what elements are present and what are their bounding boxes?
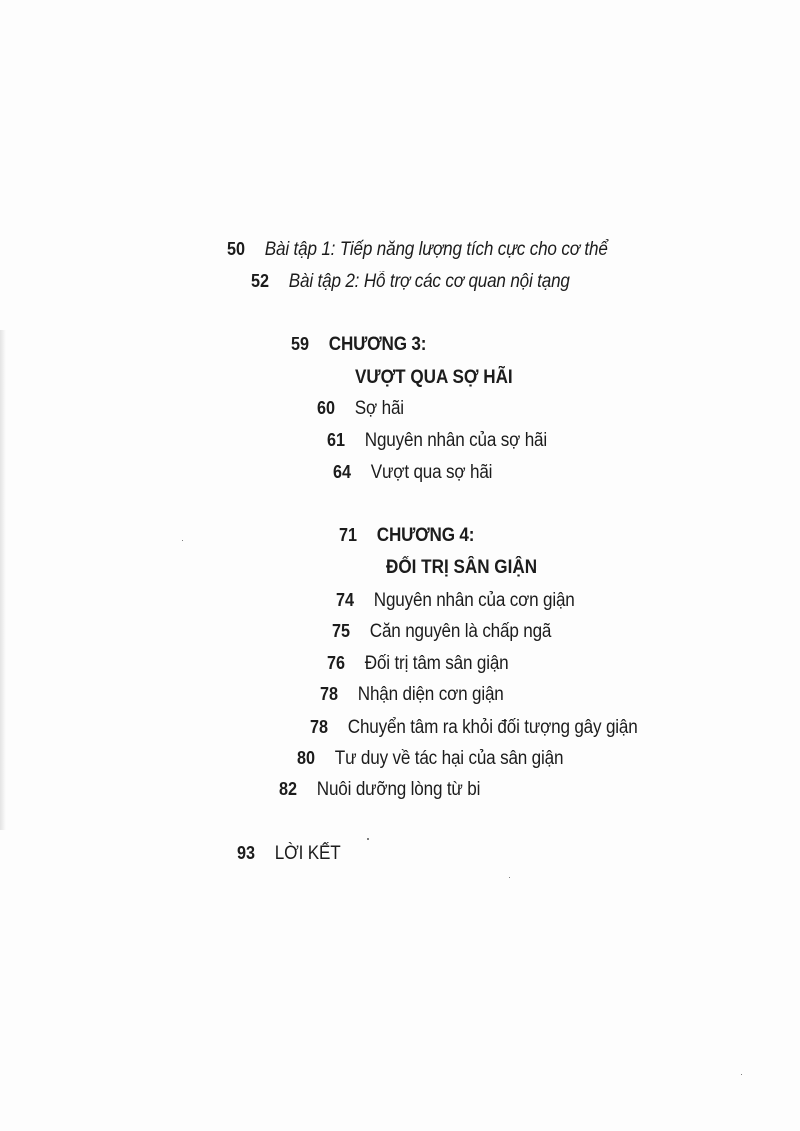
toc-title: Nuôi dưỡng lòng từ bi xyxy=(316,779,481,800)
toc-page-number: 74 xyxy=(335,590,354,610)
toc-chapter-entry xyxy=(330,526,474,545)
toc-entry xyxy=(327,591,575,610)
toc-entry xyxy=(270,780,480,799)
page-edge-shadow xyxy=(0,330,6,830)
chapter-title: VƯỢT QUA SỢ HÃI xyxy=(355,367,513,388)
toc-entry xyxy=(301,718,638,737)
toc-entry xyxy=(288,749,563,768)
toc-entry xyxy=(228,844,340,863)
chapter-heading: CHƯƠNG 4: xyxy=(376,525,475,546)
toc-page-number: 75 xyxy=(331,621,350,641)
ink-speck xyxy=(182,540,183,541)
toc-chapter-entry xyxy=(282,335,426,354)
toc-title: LỜI KẾT xyxy=(274,843,341,864)
toc-title: Chuyển tâm ra khỏi đối tượng gây giận xyxy=(347,717,638,738)
toc-entry xyxy=(324,463,492,482)
toc-title: Nguyên nhân của cơn giận xyxy=(373,590,575,611)
toc-page-number: 93 xyxy=(236,843,255,863)
toc-entry xyxy=(218,240,608,259)
toc-page-number: 78 xyxy=(309,717,328,737)
toc-page-number: 52 xyxy=(250,271,269,291)
toc-page-number: 59 xyxy=(290,334,309,354)
toc-page-number: 60 xyxy=(316,398,335,418)
toc-entry xyxy=(323,622,551,641)
toc-entry xyxy=(242,272,570,291)
toc-page-number: 61 xyxy=(326,430,345,450)
toc-page-number: 64 xyxy=(332,462,351,482)
toc-entry xyxy=(308,399,404,418)
toc-entry xyxy=(318,431,547,450)
toc-page-number: 71 xyxy=(338,525,357,545)
toc-title: Nguyên nhân của sợ hãi xyxy=(364,430,547,451)
toc-title: Bài tập 2: Hỗ trợ các cơ quan nội tạng xyxy=(288,271,570,292)
toc-title: Nhận diện cơn giận xyxy=(357,684,504,705)
toc-entry xyxy=(318,654,509,673)
toc-title: Vượt qua sợ hãi xyxy=(370,462,493,483)
toc-title: Sợ hãi xyxy=(354,398,404,419)
toc-title: Căn nguyên là chấp ngã xyxy=(369,621,552,642)
toc-page-number: 50 xyxy=(226,239,245,259)
ink-speck xyxy=(509,877,510,878)
toc-page-number: 82 xyxy=(278,779,297,799)
toc-title: Bài tập 1: Tiếp năng lượng tích cực cho cơ thể xyxy=(264,239,608,260)
ink-speck xyxy=(741,1074,742,1075)
chapter-heading: CHƯƠNG 3: xyxy=(328,334,427,355)
toc-title: Tư duy về tác hại của sân giận xyxy=(334,748,564,769)
toc-title: Đối trị tâm sân giận xyxy=(364,653,509,674)
toc-page-number: 80 xyxy=(296,748,315,768)
toc-page-number: 78 xyxy=(319,684,338,704)
toc-page-number: 76 xyxy=(326,653,345,673)
chapter-title: ĐỐI TRỊ SÂN GIẬN xyxy=(386,557,538,578)
ink-speck xyxy=(367,838,369,840)
toc-entry xyxy=(311,685,504,704)
